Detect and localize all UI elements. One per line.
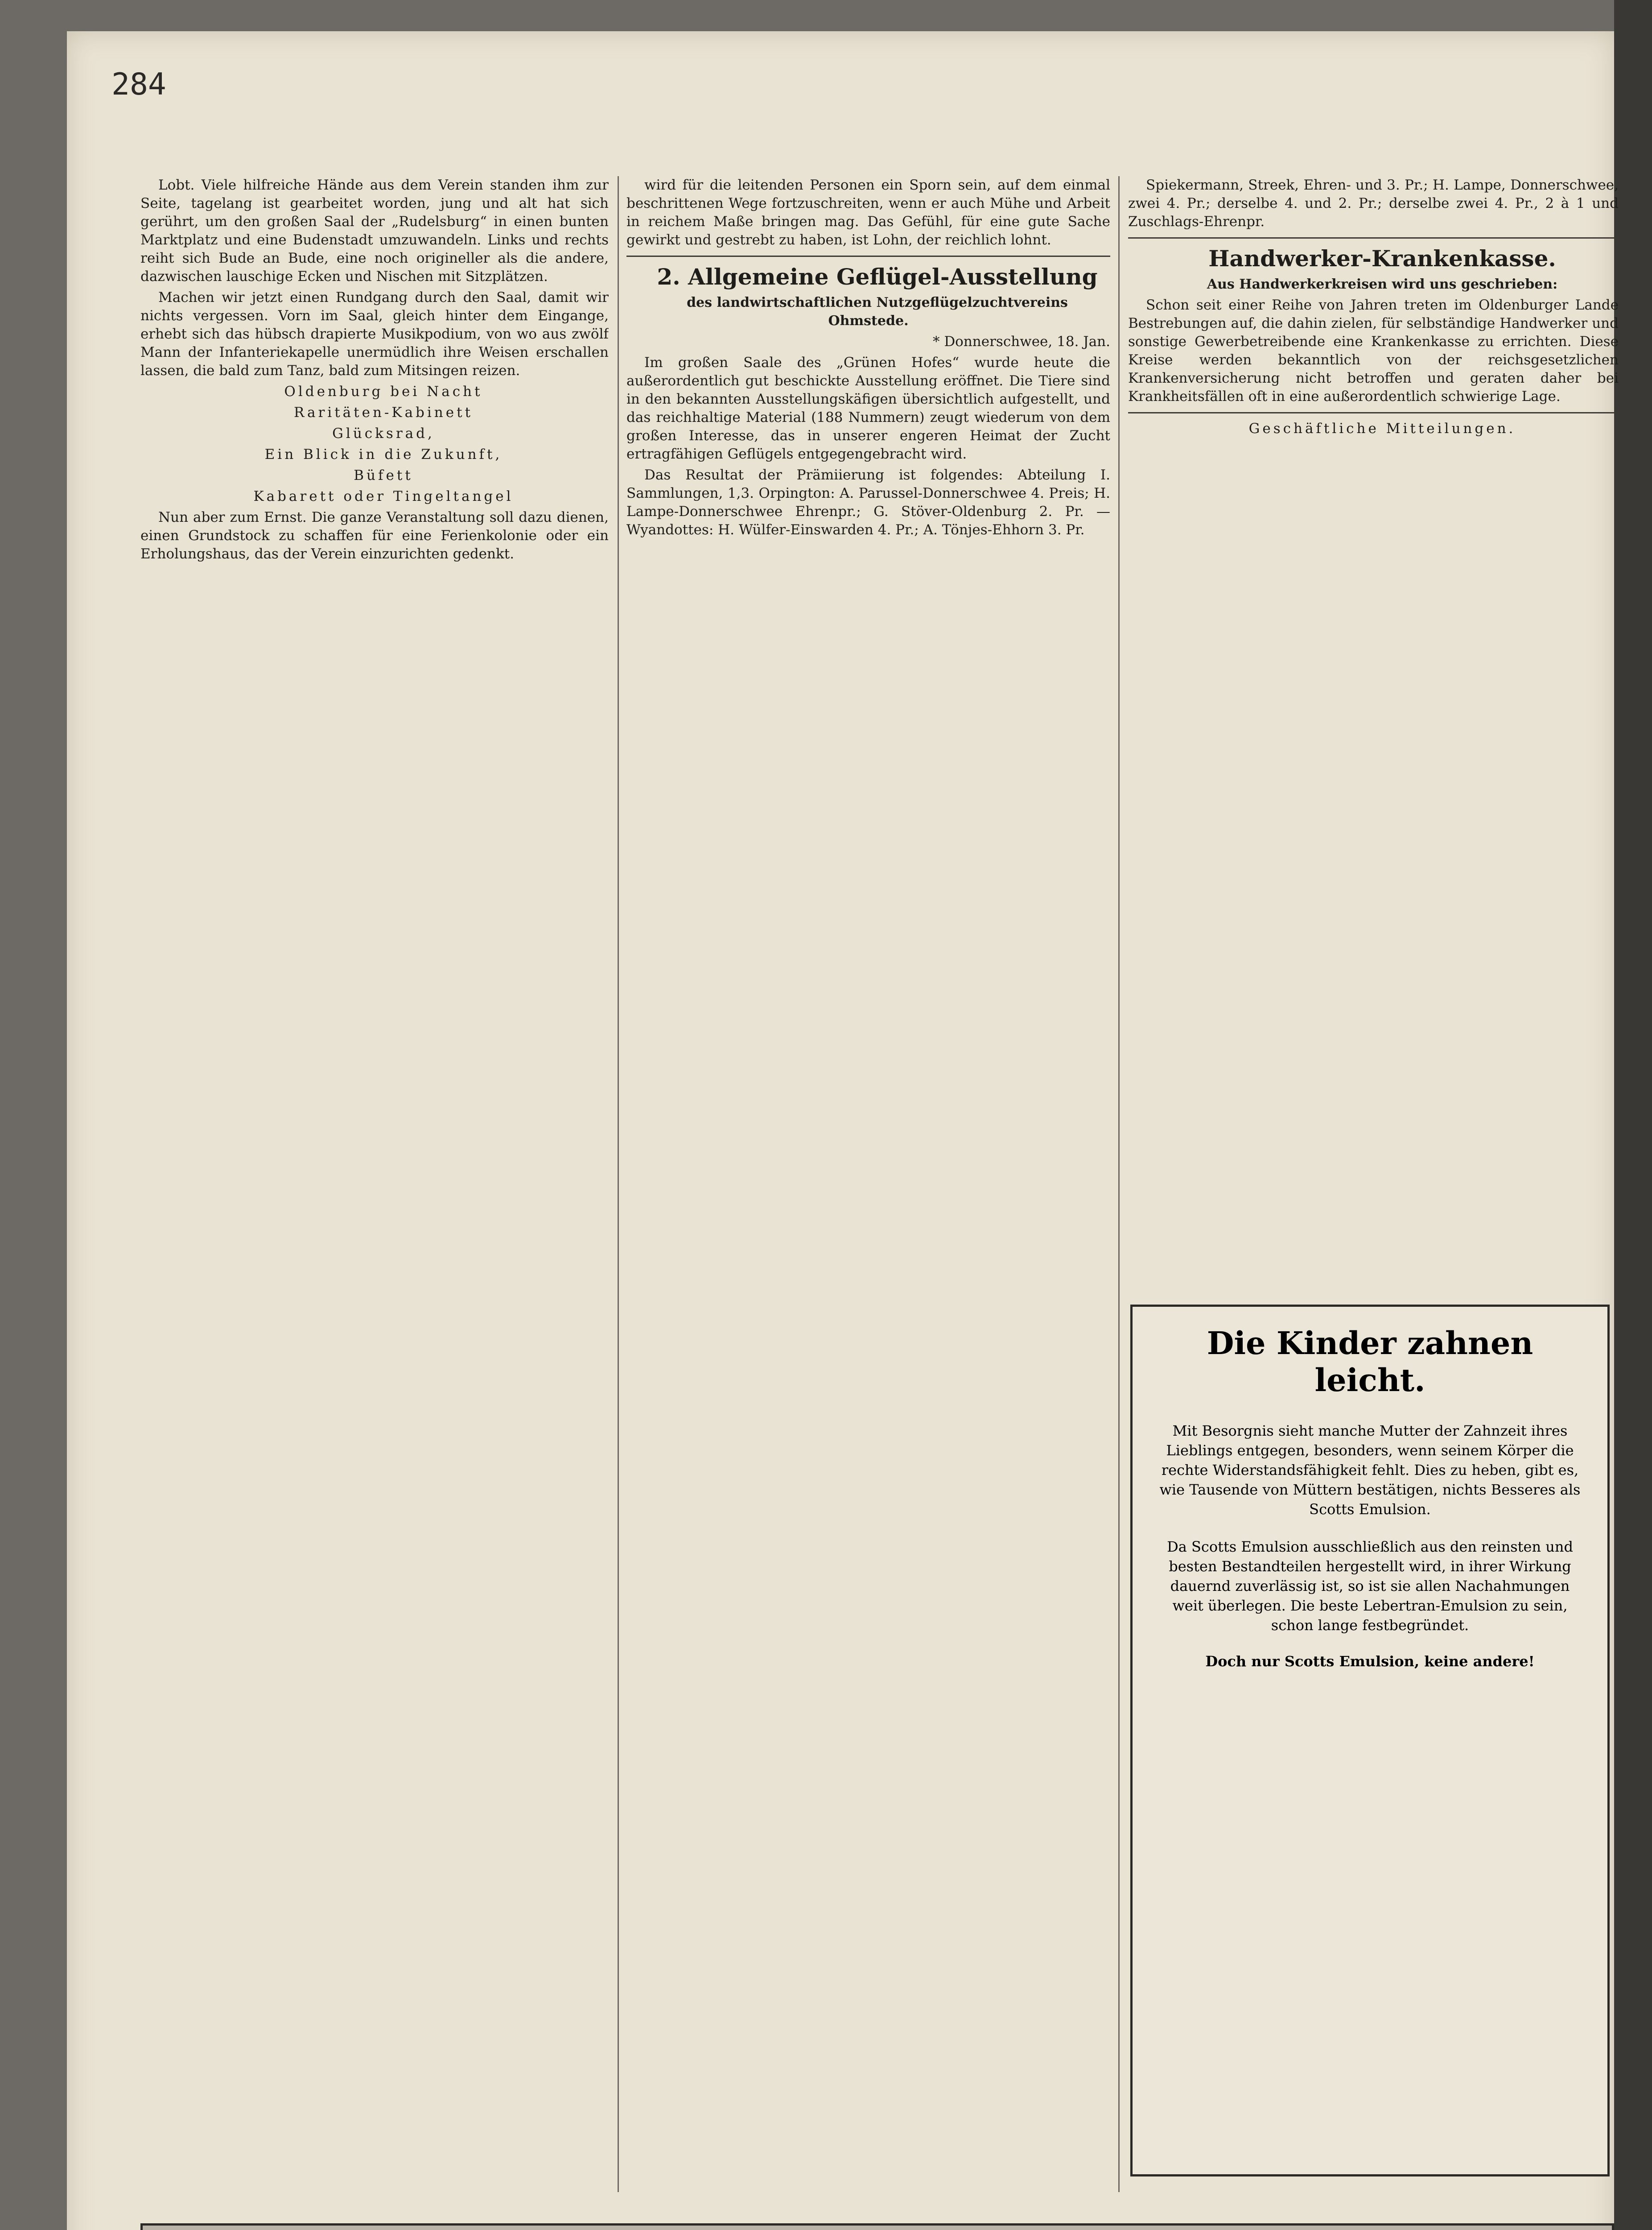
divider [1128, 237, 1619, 239]
ad-title: Die Kinder zahnen leicht. [1207, 1325, 1533, 1399]
paragraph: Schon seit einer Reihe von Jahren treten im Oldenburger Lande Bestrebungen auf, die dahin zielen, für selbständige Handwerker und sonstige Gewerbetreibende eine Krankenkasse zu errichten. Diese Kreise werden bekanntlich von der reichsgesetzlichen Krankenversicherung nicht betroffen und geraten daher bei Krankheitsfällen oft in eine außerordentlich schwierige Lage. [1128, 297, 1619, 405]
paragraph: Spiekermann, Streek, Ehren- und 3. Pr.; H. Lampe, Donnerschwee, zwei 4. Pr.; derselbe 4. und 2. Pr.; derselbe zwei 4. Pr., 2 à 1 und Zuschlags-Ehrenpr. [1128, 177, 1619, 230]
article-subheading: des landwirtschaftlichen Nutzgeflügelzuchtvereins Ohmstede. [687, 295, 1068, 329]
dateline: * Donnerschwee, 18. Jan. [932, 334, 1110, 350]
ad-closing: Doch nur Scotts Emulsion, keine andere! [1205, 1653, 1535, 1670]
paragraph: Nun aber zum Ernst. Die ganze Veranstaltung soll dazu dienen, einen Grundstock zu schaffen für eine Ferienkolonie oder ein Erholungshaus, das der Verein einzurichten gedenkt. [140, 509, 609, 562]
section-title: Raritäten-Kabinett [293, 405, 474, 421]
ad-text: Da Scotts Emulsion ausschließlich aus den reinsten und besten Bestandteilen hergestellt wird, in ihrer Wirkung dauernd zuverlässig ist, so ist sie allen Nachahmungen weit überlegen. Die beste Lebertran-Emulsion zu sein, schon lange festbegründet. [1167, 1538, 1573, 1634]
column-rule [1118, 176, 1120, 2192]
degea-banner [140, 2223, 1614, 2230]
section-title: Ein Blick in die Zukunft, [264, 446, 503, 463]
paragraph: Im großen Saale des „Grünen Hofes“ wurde heute die außerordentlich gut beschickte Ausstellung eröffnet. Die Tiere sind in den bekannten Ausstellungskäfigen übersichtlich aufgestellt, und das reichhaltige Material (188 Nummern) zeugt wiederum von dem großen Interesse, das in unserer engeren Heimat der Zucht ertragfähigen Geflügels entgegengebracht wird. [626, 355, 1110, 462]
article-heading: Handwerker-Krankenkasse. [1208, 245, 1556, 272]
divider [1128, 412, 1619, 413]
article-heading: 2. Allgemeine Geflügel-Ausstellung [657, 264, 1098, 290]
advertisement-box [1130, 1305, 1610, 2176]
paragraph: Das Resultat der Prämiierung ist folgendes: Abteilung I. Sammlungen, 1,3. Orpington: A. Parussel-Donnerschwee 4. Preis; H. Lampe-Donnerschwee Ehrenpr.; G. Stöver-Oldenburg 2. Pr. — Wyandottes: H. Wülfer-Einswarden 4. Pr.; A. Tönjes-Ehhorn 3. Pr. [626, 467, 1110, 538]
section-title: Oldenburg bei Nacht [284, 384, 483, 400]
paragraph: Lobt. Viele hilfreiche Hände aus dem Verein standen ihm zur Seite, tagelang ist gearbeitet worden, jung und alt hat sich gerührt, um den großen Saal der „Rudelsburg“ in einen bunten Marktplatz und eine Budenstadt umzuwandeln. Links und rechts reiht sich Bude an Bude, eine noch origineller als die andere, dazwischen lauschige Ecken und Nischen mit Sitzplätzen. [140, 177, 609, 285]
section-title: Kabarett oder Tingeltangel [253, 488, 514, 504]
section-title: Büfett [354, 467, 413, 483]
column-2 [626, 176, 1110, 2183]
article-subheading: Aus Handwerkerkreisen wird uns geschrieben: [1207, 277, 1558, 292]
paragraph: Machen wir jetzt einen Rundgang durch den Saal, damit wir nichts vergessen. Vorn im Saal, gleich hinter dem Eingange, erhebt sich das hübsch drapierte Musikpodium, von wo aus zwölf Mann der Infanteriekapelle unermüdlich ihre Weisen erschallen lassen, die bald zum Tanz, bald zum Mitsingen reizen. [140, 289, 609, 379]
divider [626, 256, 1110, 257]
column-1 [140, 176, 609, 2183]
column-rule [618, 176, 619, 2192]
page-number: 284 [111, 67, 166, 102]
section-title: Glücksrad, [332, 425, 435, 442]
paragraph: wird für die leitenden Personen ein Sporn sein, auf dem einmal beschrittenen Wege fortzuschreiten, wenn er auch Mühe und Arbeit in reichem Maße bringen mag. Das Gefühl, für eine gute Sache gewirkt und gestrebt zu haben, ist Lohn, der reichlich lohnt. [626, 177, 1110, 248]
ad-text: Mit Besorgnis sieht manche Mutter der Zahnzeit ihres Lieblings entgegen, besonders, wenn seinem Körper die rechte Widerstandsfähigkeit fehlt. Dies zu heben, gibt es, wie Tausende von Müttern bestätigen, nichts Besseres als Scotts Emulsion. [1159, 1422, 1581, 1518]
scan-edge [1614, 0, 1652, 2230]
section-title: Geschäftliche Mitteilungen. [1248, 421, 1516, 437]
